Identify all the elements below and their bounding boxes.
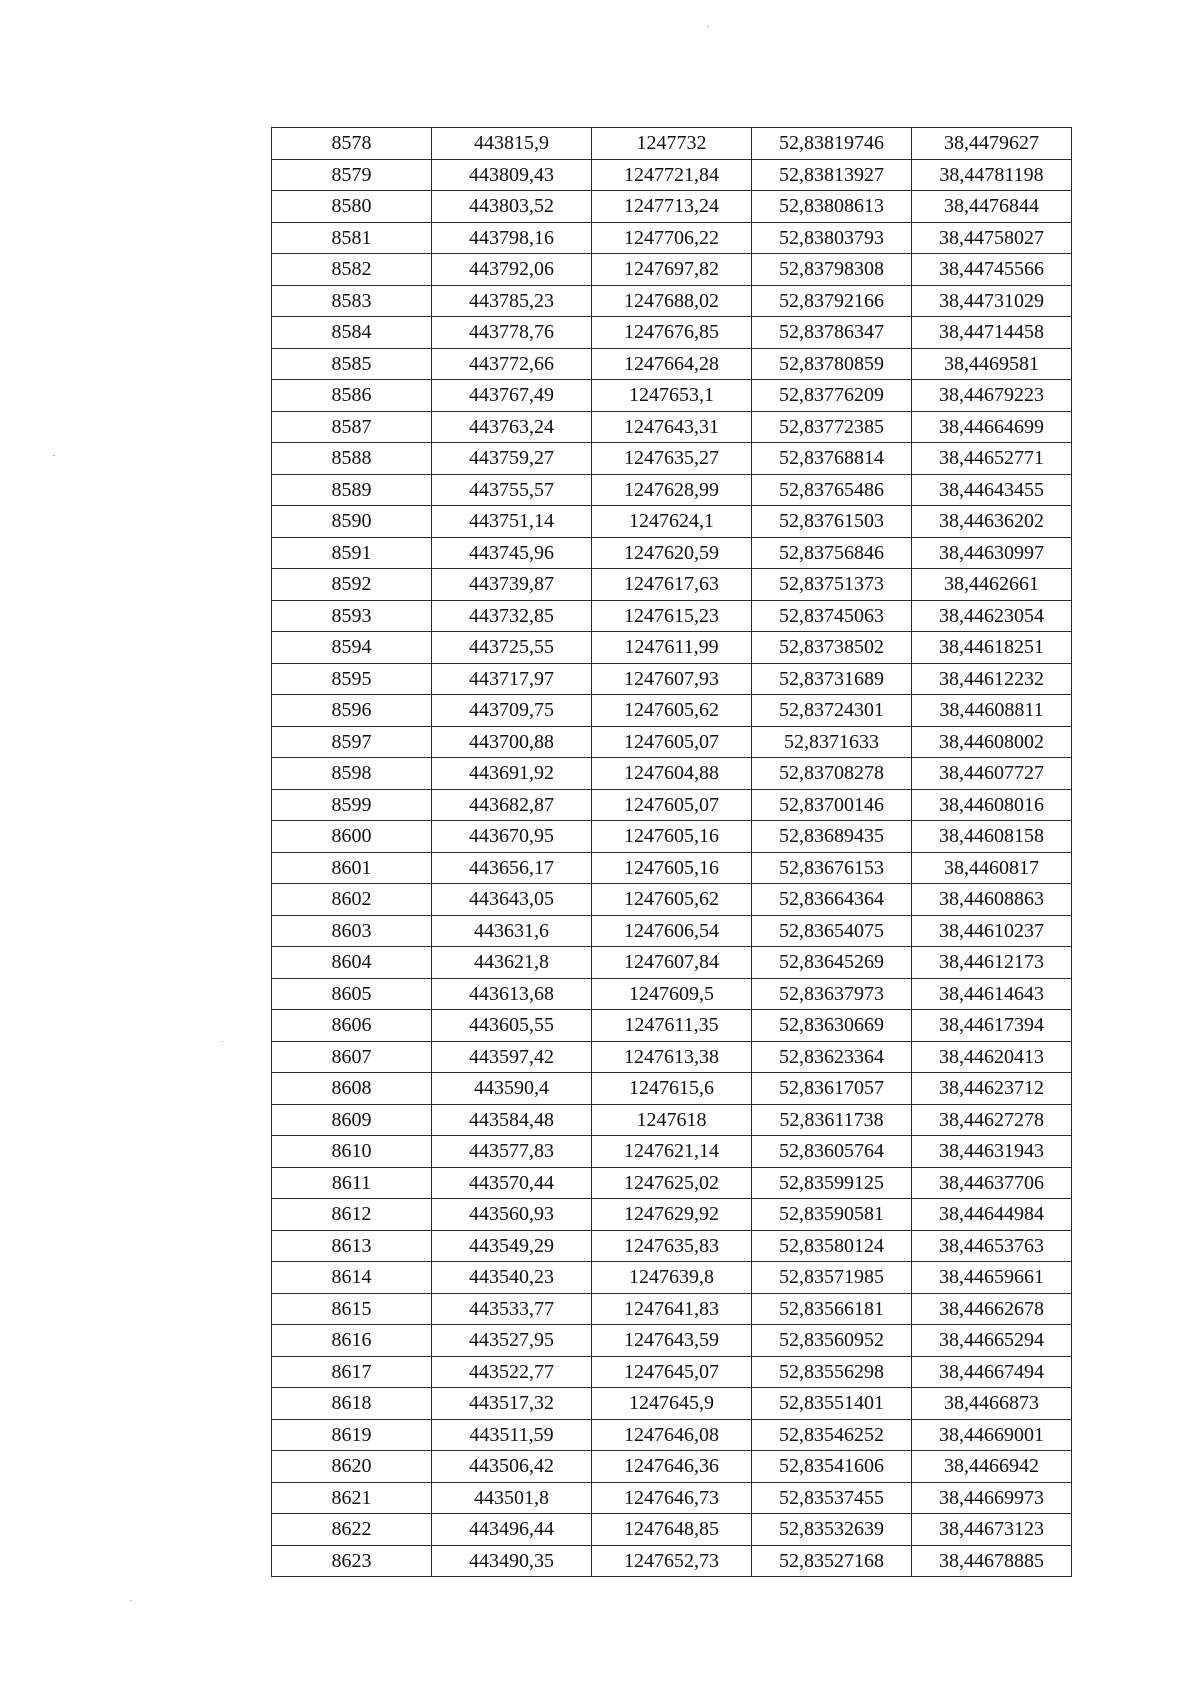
- table-row: [272, 821, 1072, 853]
- y-coordinate-cell: 1247618: [592, 1104, 752, 1136]
- table-row: [272, 1356, 1072, 1388]
- point-number-cell: 8581: [272, 222, 432, 254]
- y-coordinate-cell: 1247639,8: [592, 1262, 752, 1294]
- y-coordinate-cell: 1247713,24: [592, 191, 752, 223]
- y-coordinate-cell: 1247617,63: [592, 569, 752, 601]
- table-row: [272, 1167, 1072, 1199]
- latitude-cell: 52,83551401: [752, 1388, 912, 1420]
- y-coordinate-cell: 1247605,07: [592, 789, 752, 821]
- point-number-cell: 8586: [272, 380, 432, 412]
- scan-speck: [221, 1041, 223, 1042]
- point-number-cell: 8618: [272, 1388, 432, 1420]
- longitude-cell: 38,44664699: [912, 411, 1072, 443]
- x-coordinate-cell: 443792,06: [432, 254, 592, 286]
- point-number-cell: 8611: [272, 1167, 432, 1199]
- x-coordinate-cell: 443815,9: [432, 128, 592, 160]
- x-coordinate-cell: 443732,85: [432, 600, 592, 632]
- table-row: [272, 789, 1072, 821]
- point-number-cell: 8579: [272, 159, 432, 191]
- y-coordinate-cell: 1247607,84: [592, 947, 752, 979]
- longitude-cell: 38,44678885: [912, 1545, 1072, 1577]
- y-coordinate-cell: 1247605,62: [592, 884, 752, 916]
- x-coordinate-cell: 443597,42: [432, 1041, 592, 1073]
- x-coordinate-cell: 443584,48: [432, 1104, 592, 1136]
- latitude-cell: 52,83776209: [752, 380, 912, 412]
- y-coordinate-cell: 1247721,84: [592, 159, 752, 191]
- point-number-cell: 8588: [272, 443, 432, 475]
- point-number-cell: 8620: [272, 1451, 432, 1483]
- point-number-cell: 8580: [272, 191, 432, 223]
- longitude-cell: 38,44731029: [912, 285, 1072, 317]
- scan-speck: [707, 26, 709, 27]
- y-coordinate-cell: 1247615,6: [592, 1073, 752, 1105]
- point-number-cell: 8619: [272, 1419, 432, 1451]
- longitude-cell: 38,44607727: [912, 758, 1072, 790]
- x-coordinate-cell: 443540,23: [432, 1262, 592, 1294]
- y-coordinate-cell: 1247688,02: [592, 285, 752, 317]
- x-coordinate-cell: 443759,27: [432, 443, 592, 475]
- table-row: [272, 411, 1072, 443]
- table-row: [272, 506, 1072, 538]
- latitude-cell: 52,83731689: [752, 663, 912, 695]
- latitude-cell: 52,83611738: [752, 1104, 912, 1136]
- latitude-cell: 52,83756846: [752, 537, 912, 569]
- latitude-cell: 52,83751373: [752, 569, 912, 601]
- y-coordinate-cell: 1247697,82: [592, 254, 752, 286]
- longitude-cell: 38,4469581: [912, 348, 1072, 380]
- latitude-cell: 52,83623364: [752, 1041, 912, 1073]
- latitude-cell: 52,83761503: [752, 506, 912, 538]
- x-coordinate-cell: 443682,87: [432, 789, 592, 821]
- point-number-cell: 8622: [272, 1514, 432, 1546]
- point-number-cell: 8583: [272, 285, 432, 317]
- table-row: [272, 569, 1072, 601]
- y-coordinate-cell: 1247604,88: [592, 758, 752, 790]
- latitude-cell: 52,83664364: [752, 884, 912, 916]
- longitude-cell: 38,44623054: [912, 600, 1072, 632]
- x-coordinate-cell: 443709,75: [432, 695, 592, 727]
- longitude-cell: 38,44669001: [912, 1419, 1072, 1451]
- point-number-cell: 8595: [272, 663, 432, 695]
- x-coordinate-cell: 443739,87: [432, 569, 592, 601]
- x-coordinate-cell: 443717,97: [432, 663, 592, 695]
- x-coordinate-cell: 443517,32: [432, 1388, 592, 1420]
- point-number-cell: 8612: [272, 1199, 432, 1231]
- point-number-cell: 8602: [272, 884, 432, 916]
- x-coordinate-cell: 443613,68: [432, 978, 592, 1010]
- table-row: [272, 380, 1072, 412]
- longitude-cell: 38,44630997: [912, 537, 1072, 569]
- latitude-cell: 52,83724301: [752, 695, 912, 727]
- y-coordinate-cell: 1247629,92: [592, 1199, 752, 1231]
- x-coordinate-cell: 443767,49: [432, 380, 592, 412]
- x-coordinate-cell: 443809,43: [432, 159, 592, 191]
- longitude-cell: 38,4462661: [912, 569, 1072, 601]
- latitude-cell: 52,83819746: [752, 128, 912, 160]
- x-coordinate-cell: 443803,52: [432, 191, 592, 223]
- table-row: [272, 1482, 1072, 1514]
- x-coordinate-cell: 443631,6: [432, 915, 592, 947]
- y-coordinate-cell: 1247645,07: [592, 1356, 752, 1388]
- table-row: [272, 852, 1072, 884]
- y-coordinate-cell: 1247605,62: [592, 695, 752, 727]
- longitude-cell: 38,44652771: [912, 443, 1072, 475]
- latitude-cell: 52,83599125: [752, 1167, 912, 1199]
- y-coordinate-cell: 1247606,54: [592, 915, 752, 947]
- latitude-cell: 52,83541606: [752, 1451, 912, 1483]
- x-coordinate-cell: 443522,77: [432, 1356, 592, 1388]
- latitude-cell: 52,83654075: [752, 915, 912, 947]
- table-row: [272, 726, 1072, 758]
- table-row: [272, 222, 1072, 254]
- longitude-cell: 38,44745566: [912, 254, 1072, 286]
- longitude-cell: 38,44679223: [912, 380, 1072, 412]
- latitude-cell: 52,83527168: [752, 1545, 912, 1577]
- point-number-cell: 8613: [272, 1230, 432, 1262]
- latitude-cell: 52,83792166: [752, 285, 912, 317]
- longitude-cell: 38,44659661: [912, 1262, 1072, 1294]
- longitude-cell: 38,44665294: [912, 1325, 1072, 1357]
- table-row: [272, 1514, 1072, 1546]
- x-coordinate-cell: 443751,14: [432, 506, 592, 538]
- table-row: [272, 1199, 1072, 1231]
- point-number-cell: 8614: [272, 1262, 432, 1294]
- latitude-cell: 52,83780859: [752, 348, 912, 380]
- y-coordinate-cell: 1247646,73: [592, 1482, 752, 1514]
- latitude-cell: 52,83556298: [752, 1356, 912, 1388]
- longitude-cell: 38,44643455: [912, 474, 1072, 506]
- latitude-cell: 52,83560952: [752, 1325, 912, 1357]
- x-coordinate-cell: 443621,8: [432, 947, 592, 979]
- x-coordinate-cell: 443490,35: [432, 1545, 592, 1577]
- table-row: [272, 159, 1072, 191]
- longitude-cell: 38,44631943: [912, 1136, 1072, 1168]
- y-coordinate-cell: 1247643,31: [592, 411, 752, 443]
- latitude-cell: 52,83765486: [752, 474, 912, 506]
- table-row: [272, 600, 1072, 632]
- longitude-cell: 38,44667494: [912, 1356, 1072, 1388]
- x-coordinate-cell: 443772,66: [432, 348, 592, 380]
- latitude-cell: 52,83630669: [752, 1010, 912, 1042]
- table-row: [272, 1545, 1072, 1577]
- latitude-cell: 52,83738502: [752, 632, 912, 664]
- latitude-cell: 52,83637973: [752, 978, 912, 1010]
- point-number-cell: 8585: [272, 348, 432, 380]
- point-number-cell: 8597: [272, 726, 432, 758]
- point-number-cell: 8615: [272, 1293, 432, 1325]
- x-coordinate-cell: 443785,23: [432, 285, 592, 317]
- point-number-cell: 8608: [272, 1073, 432, 1105]
- point-number-cell: 8617: [272, 1356, 432, 1388]
- point-number-cell: 8589: [272, 474, 432, 506]
- y-coordinate-cell: 1247611,99: [592, 632, 752, 664]
- longitude-cell: 38,4479627: [912, 128, 1072, 160]
- y-coordinate-cell: 1247643,59: [592, 1325, 752, 1357]
- x-coordinate-cell: 443527,95: [432, 1325, 592, 1357]
- y-coordinate-cell: 1247676,85: [592, 317, 752, 349]
- y-coordinate-cell: 1247625,02: [592, 1167, 752, 1199]
- table-row: [272, 1041, 1072, 1073]
- x-coordinate-cell: 443560,93: [432, 1199, 592, 1231]
- point-number-cell: 8606: [272, 1010, 432, 1042]
- y-coordinate-cell: 1247609,5: [592, 978, 752, 1010]
- table-row: [272, 1136, 1072, 1168]
- longitude-cell: 38,44669973: [912, 1482, 1072, 1514]
- longitude-cell: 38,4460817: [912, 852, 1072, 884]
- longitude-cell: 38,44608002: [912, 726, 1072, 758]
- y-coordinate-cell: 1247635,27: [592, 443, 752, 475]
- longitude-cell: 38,44617394: [912, 1010, 1072, 1042]
- x-coordinate-cell: 443745,96: [432, 537, 592, 569]
- x-coordinate-cell: 443590,4: [432, 1073, 592, 1105]
- latitude-cell: 52,83590581: [752, 1199, 912, 1231]
- longitude-cell: 38,44612173: [912, 947, 1072, 979]
- point-number-cell: 8599: [272, 789, 432, 821]
- longitude-cell: 38,44627278: [912, 1104, 1072, 1136]
- table-row: [272, 537, 1072, 569]
- x-coordinate-cell: 443506,42: [432, 1451, 592, 1483]
- x-coordinate-cell: 443670,95: [432, 821, 592, 853]
- y-coordinate-cell: 1247641,83: [592, 1293, 752, 1325]
- latitude-cell: 52,83566181: [752, 1293, 912, 1325]
- x-coordinate-cell: 443656,17: [432, 852, 592, 884]
- table-row: [272, 1388, 1072, 1420]
- x-coordinate-cell: 443725,55: [432, 632, 592, 664]
- longitude-cell: 38,44608016: [912, 789, 1072, 821]
- latitude-cell: 52,83772385: [752, 411, 912, 443]
- y-coordinate-cell: 1247653,1: [592, 380, 752, 412]
- y-coordinate-cell: 1247732: [592, 128, 752, 160]
- longitude-cell: 38,4476844: [912, 191, 1072, 223]
- table-row: [272, 285, 1072, 317]
- longitude-cell: 38,44620413: [912, 1041, 1072, 1073]
- point-number-cell: 8593: [272, 600, 432, 632]
- point-number-cell: 8604: [272, 947, 432, 979]
- y-coordinate-cell: 1247706,22: [592, 222, 752, 254]
- latitude-cell: 52,83708278: [752, 758, 912, 790]
- table-row: [272, 1010, 1072, 1042]
- y-coordinate-cell: 1247652,73: [592, 1545, 752, 1577]
- table-row: [272, 1262, 1072, 1294]
- point-number-cell: 8605: [272, 978, 432, 1010]
- x-coordinate-cell: 443570,44: [432, 1167, 592, 1199]
- table-row: [272, 254, 1072, 286]
- latitude-cell: 52,83580124: [752, 1230, 912, 1262]
- latitude-cell: 52,83537455: [752, 1482, 912, 1514]
- point-number-cell: 8592: [272, 569, 432, 601]
- y-coordinate-cell: 1247605,07: [592, 726, 752, 758]
- longitude-cell: 38,44714458: [912, 317, 1072, 349]
- y-coordinate-cell: 1247605,16: [592, 852, 752, 884]
- longitude-cell: 38,44636202: [912, 506, 1072, 538]
- point-number-cell: 8610: [272, 1136, 432, 1168]
- point-number-cell: 8582: [272, 254, 432, 286]
- y-coordinate-cell: 1247615,23: [592, 600, 752, 632]
- y-coordinate-cell: 1247624,1: [592, 506, 752, 538]
- point-number-cell: 8596: [272, 695, 432, 727]
- point-number-cell: 8590: [272, 506, 432, 538]
- y-coordinate-cell: 1247605,16: [592, 821, 752, 853]
- x-coordinate-cell: 443501,8: [432, 1482, 592, 1514]
- x-coordinate-cell: 443533,77: [432, 1293, 592, 1325]
- x-coordinate-cell: 443496,44: [432, 1514, 592, 1546]
- longitude-cell: 38,44608811: [912, 695, 1072, 727]
- y-coordinate-cell: 1247664,28: [592, 348, 752, 380]
- latitude-cell: 52,83605764: [752, 1136, 912, 1168]
- point-number-cell: 8601: [272, 852, 432, 884]
- x-coordinate-cell: 443577,83: [432, 1136, 592, 1168]
- y-coordinate-cell: 1247620,59: [592, 537, 752, 569]
- x-coordinate-cell: 443549,29: [432, 1230, 592, 1262]
- latitude-cell: 52,83546252: [752, 1419, 912, 1451]
- y-coordinate-cell: 1247646,08: [592, 1419, 752, 1451]
- longitude-cell: 38,44614643: [912, 978, 1072, 1010]
- x-coordinate-cell: 443798,16: [432, 222, 592, 254]
- y-coordinate-cell: 1247621,14: [592, 1136, 752, 1168]
- y-coordinate-cell: 1247645,9: [592, 1388, 752, 1420]
- table-row: [272, 947, 1072, 979]
- table-row: [272, 1073, 1072, 1105]
- longitude-cell: 38,44637706: [912, 1167, 1072, 1199]
- point-number-cell: 8621: [272, 1482, 432, 1514]
- table-row: [272, 348, 1072, 380]
- table-row: [272, 1230, 1072, 1262]
- latitude-cell: 52,83808613: [752, 191, 912, 223]
- table-row: [272, 1325, 1072, 1357]
- scan-speck: [53, 455, 55, 456]
- table-row: [272, 1104, 1072, 1136]
- table-row: [272, 317, 1072, 349]
- y-coordinate-cell: 1247611,35: [592, 1010, 752, 1042]
- longitude-cell: 38,44781198: [912, 159, 1072, 191]
- table-row: [272, 915, 1072, 947]
- x-coordinate-cell: 443643,05: [432, 884, 592, 916]
- longitude-cell: 38,4466942: [912, 1451, 1072, 1483]
- latitude-cell: 52,83745063: [752, 600, 912, 632]
- latitude-cell: 52,83676153: [752, 852, 912, 884]
- table-row: [272, 474, 1072, 506]
- table-row: [272, 978, 1072, 1010]
- longitude-cell: 38,44653763: [912, 1230, 1072, 1262]
- x-coordinate-cell: 443763,24: [432, 411, 592, 443]
- longitude-cell: 38,44662678: [912, 1293, 1072, 1325]
- longitude-cell: 38,44758027: [912, 222, 1072, 254]
- latitude-cell: 52,83689435: [752, 821, 912, 853]
- latitude-cell: 52,8371633: [752, 726, 912, 758]
- latitude-cell: 52,83813927: [752, 159, 912, 191]
- point-number-cell: 8591: [272, 537, 432, 569]
- point-number-cell: 8623: [272, 1545, 432, 1577]
- longitude-cell: 38,44673123: [912, 1514, 1072, 1546]
- x-coordinate-cell: 443755,57: [432, 474, 592, 506]
- latitude-cell: 52,83571985: [752, 1262, 912, 1294]
- y-coordinate-cell: 1247646,36: [592, 1451, 752, 1483]
- table-row: [272, 1419, 1072, 1451]
- x-coordinate-cell: 443778,76: [432, 317, 592, 349]
- table-row: [272, 695, 1072, 727]
- y-coordinate-cell: 1247628,99: [592, 474, 752, 506]
- longitude-cell: 38,44608863: [912, 884, 1072, 916]
- table-row: [272, 758, 1072, 790]
- point-number-cell: 8598: [272, 758, 432, 790]
- x-coordinate-cell: 443605,55: [432, 1010, 592, 1042]
- longitude-cell: 38,44612232: [912, 663, 1072, 695]
- longitude-cell: 38,44618251: [912, 632, 1072, 664]
- table-row: [272, 1451, 1072, 1483]
- table-row: [272, 884, 1072, 916]
- point-number-cell: 8603: [272, 915, 432, 947]
- point-number-cell: 8607: [272, 1041, 432, 1073]
- table-row: [272, 663, 1072, 695]
- point-number-cell: 8584: [272, 317, 432, 349]
- longitude-cell: 38,4466873: [912, 1388, 1072, 1420]
- table-row: [272, 1293, 1072, 1325]
- y-coordinate-cell: 1247607,93: [592, 663, 752, 695]
- x-coordinate-cell: 443511,59: [432, 1419, 592, 1451]
- x-coordinate-cell: 443691,92: [432, 758, 592, 790]
- longitude-cell: 38,44610237: [912, 915, 1072, 947]
- longitude-cell: 38,44644984: [912, 1199, 1072, 1231]
- coordinates-table-body: [272, 128, 1072, 1577]
- table-row: [272, 128, 1072, 160]
- point-number-cell: 8594: [272, 632, 432, 664]
- latitude-cell: 52,83768814: [752, 443, 912, 475]
- longitude-cell: 38,44623712: [912, 1073, 1072, 1105]
- point-number-cell: 8587: [272, 411, 432, 443]
- table-row: [272, 443, 1072, 475]
- x-coordinate-cell: 443700,88: [432, 726, 592, 758]
- point-number-cell: 8578: [272, 128, 432, 160]
- coordinates-table: [271, 127, 1072, 1577]
- latitude-cell: 52,83798308: [752, 254, 912, 286]
- longitude-cell: 38,44608158: [912, 821, 1072, 853]
- point-number-cell: 8609: [272, 1104, 432, 1136]
- table-row: [272, 632, 1072, 664]
- latitude-cell: 52,83617057: [752, 1073, 912, 1105]
- y-coordinate-cell: 1247648,85: [592, 1514, 752, 1546]
- latitude-cell: 52,83803793: [752, 222, 912, 254]
- table-row: [272, 191, 1072, 223]
- latitude-cell: 52,83645269: [752, 947, 912, 979]
- point-number-cell: 8600: [272, 821, 432, 853]
- latitude-cell: 52,83700146: [752, 789, 912, 821]
- latitude-cell: 52,83532639: [752, 1514, 912, 1546]
- scan-speck: [130, 1600, 132, 1601]
- y-coordinate-cell: 1247613,38: [592, 1041, 752, 1073]
- point-number-cell: 8616: [272, 1325, 432, 1357]
- y-coordinate-cell: 1247635,83: [592, 1230, 752, 1262]
- latitude-cell: 52,83786347: [752, 317, 912, 349]
